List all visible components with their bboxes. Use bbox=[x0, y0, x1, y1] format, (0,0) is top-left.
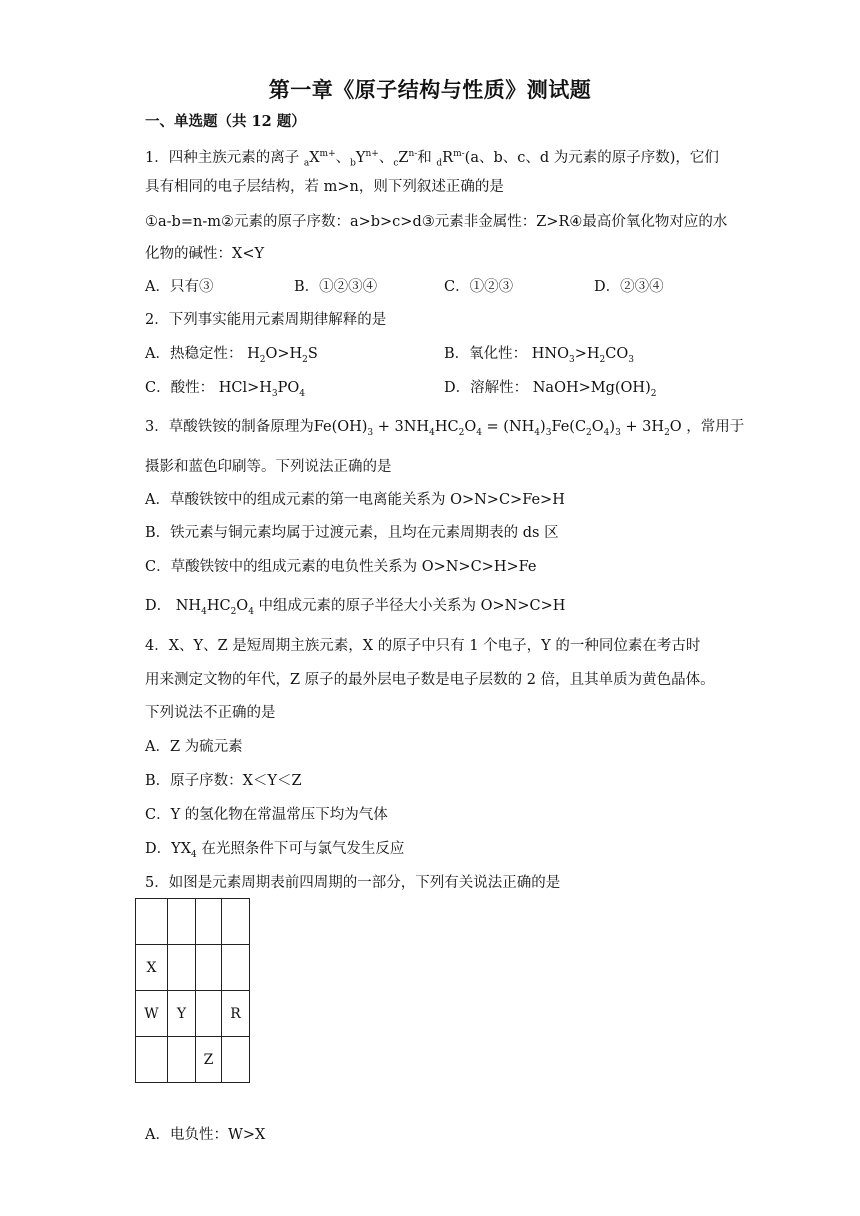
table-cell bbox=[196, 899, 222, 945]
table-cell bbox=[222, 899, 250, 945]
table-cell bbox=[136, 1037, 168, 1083]
q4-stem-line1: 4．X、Y、Z 是短周期主族元素，X 的原子中只有 1 个电子，Y 的一种同位素在考古时 bbox=[145, 638, 701, 654]
q3-option-b: B．铁元素与铜元素均属于过渡元素，且均在元素周期表的 ds 区 bbox=[145, 525, 559, 541]
q2-option-d: D．溶解性： $NaOH>Mg(OH)_2$ bbox=[444, 380, 657, 399]
q1-option-c: C．①②③ bbox=[444, 279, 514, 295]
q4-option-d: D．$YX_4$ 在光照条件下可与氯气发生反应 bbox=[145, 841, 405, 860]
q3-stem-line2: 摄影和蓝色印刷等。下列说法正确的是 bbox=[145, 459, 392, 475]
table-cell bbox=[168, 945, 196, 991]
q1-stem-line3: ①a-b=n-m②元素的原子序数：a>b>c>d③元素非金属性：Z>R④最高价氧化物对应的水 bbox=[145, 214, 728, 230]
table-cell: Z bbox=[196, 1037, 222, 1083]
table-cell bbox=[222, 945, 250, 991]
q3-option-d: D． $NH_4HC_2O_4$ 中组成元素的原子半径大小关系为 O>N>C>H bbox=[145, 598, 566, 617]
table-cell bbox=[168, 1037, 196, 1083]
q4-option-a: A．Z 为硫元素 bbox=[145, 739, 243, 755]
q2-option-b: B．氧化性： $HNO_3>H_2CO_3$ bbox=[444, 346, 634, 365]
table-cell bbox=[196, 991, 222, 1037]
table-cell bbox=[196, 945, 222, 991]
section-heading: 一、单选题（共 12 题） bbox=[145, 113, 306, 130]
q4-stem-line3: 下列说法不正确的是 bbox=[145, 705, 276, 721]
q5-option-a: A．电负性：W>X bbox=[145, 1127, 266, 1143]
q4-option-b: B．原子序数：X＜Y＜Z bbox=[145, 773, 302, 789]
table-cell: R bbox=[222, 991, 250, 1037]
q2-option-a: A．热稳定性： $H_2O>H_2S$ bbox=[145, 346, 318, 365]
table-cell bbox=[168, 899, 196, 945]
q1-option-d: D．②③④ bbox=[594, 279, 664, 295]
periodic-table-fragment bbox=[135, 898, 250, 1083]
q1-option-b: B．①②③④ bbox=[294, 279, 378, 295]
table-cell: X bbox=[136, 945, 168, 991]
table-cell bbox=[136, 899, 168, 945]
q2-option-c: C．酸性： $HCl>H_3PO_4$ bbox=[145, 380, 305, 399]
q1-stem-line4: 化物的碱性：X<Y bbox=[145, 246, 265, 262]
q1-stem-line2: 具有相同的电子层结构，若 m>n，则下列叙述正确的是 bbox=[145, 179, 504, 195]
page-title: 第一章《原子结构与性质》测试题 bbox=[268, 77, 592, 102]
q3-option-c: C．草酸铁铵中的组成元素的电负性关系为 O>N>C>H>Fe bbox=[145, 559, 537, 575]
q3-option-a: A．草酸铁铵中的组成元素的第一电离能关系为 O>N>C>Fe>H bbox=[145, 492, 565, 508]
q4-stem-line2: 用来测定文物的年代，Z 原子的最外层电子数是电子层数的 2 倍，且其单质为黄色晶体。 bbox=[145, 672, 715, 688]
q1-option-a: A．只有③ bbox=[145, 279, 214, 295]
q5-stem: 5．如图是元素周期表前四周期的一部分，下列有关说法正确的是 bbox=[145, 875, 561, 891]
q3-stem-line1: 3．草酸铁铵的制备原理为$Fe(OH)_3 + 3NH_4HC_2O_4 = (NH_4)_3Fe(C_2O_4)_3 + 3H_2O$ ，常用于 bbox=[145, 419, 745, 438]
q1-stem-line1: 1．四种主族元素的离子 $_aX^{m+}$、$_bY^{n+}$、$_cZ^{n-}$和 $_dR^{m-}(a$、b、c、d 为元素的原子序数)，它们 bbox=[145, 149, 719, 169]
table-cell: W bbox=[136, 991, 168, 1037]
q2-stem: 2．下列事实能用元素周期律解释的是 bbox=[145, 312, 387, 328]
q4-option-c: C．Y 的氢化物在常温常压下均为气体 bbox=[145, 807, 388, 823]
table-cell: Y bbox=[168, 991, 196, 1037]
table-cell bbox=[222, 1037, 250, 1083]
